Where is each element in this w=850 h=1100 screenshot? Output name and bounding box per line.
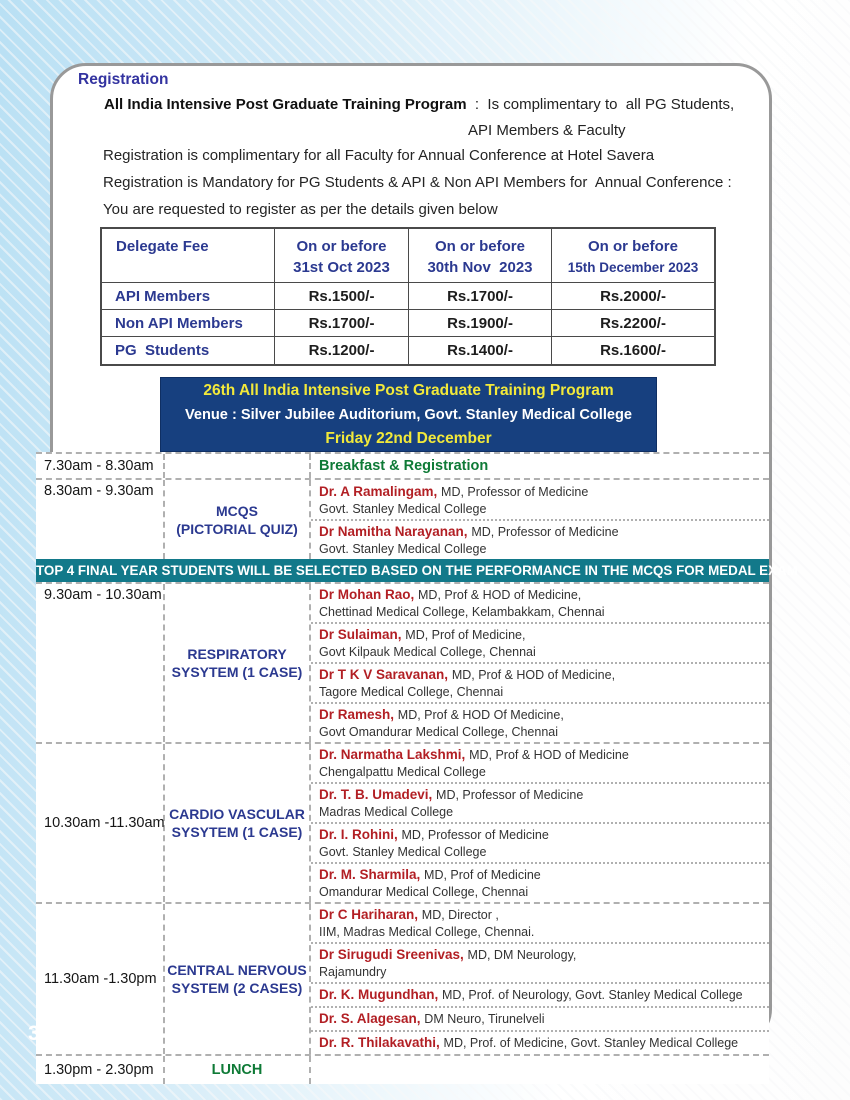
schedule-row	[36, 1054, 769, 1084]
session-cell	[165, 744, 311, 902]
speaker-entry	[311, 584, 769, 622]
fee-amount: Rs.2000/-	[552, 283, 714, 310]
speaker-affiliation: Govt Kilpauk Medical College, Chennai	[319, 645, 536, 659]
fee-row-label: API Members	[102, 283, 275, 310]
speaker-name: Dr. I. Rohini,	[319, 827, 402, 842]
fee-header-line1: On or before	[434, 238, 525, 255]
speaker-line	[319, 866, 765, 884]
program-note: : Is complimentary to all PG Students,	[466, 96, 735, 113]
page-number: 3	[28, 1022, 40, 1045]
fee-amount: Rs.1500/-	[275, 283, 409, 310]
speaker-name: Dr Mohan Rao,	[319, 587, 419, 602]
notice-banner: TOP 4 FINAL YEAR STUDENTS WILL BE SELECTED BASED ON THE PERFORMANCE IN THE MCQS FOR MEDAL EXAM	[36, 559, 769, 582]
fee-amount: Rs.1900/-	[409, 310, 552, 337]
session-label-line: SYSYTEM (1 CASE)	[171, 664, 303, 680]
fee-header-line1: On or before	[296, 238, 387, 255]
speaker-affiliation: IIM, Madras Medical College, Chennai.	[319, 925, 535, 939]
delegate-fee-table	[100, 227, 716, 366]
session-cell	[165, 454, 311, 478]
session-cell	[165, 584, 311, 742]
registration-text-2: Registration is Mandatory for PG Students & API & Non API Members for Annual Conference :	[103, 174, 732, 191]
speaker-line	[319, 906, 765, 924]
speaker-name: Dr. Narmatha Lakshmi,	[319, 747, 470, 762]
time-cell: 11.30am -1.30pm	[36, 904, 165, 1054]
fee-row-label: PG Students	[102, 337, 275, 364]
speaker-line	[319, 586, 765, 604]
speaker-title: MD, Prof. of Medicine, Govt. Stanley Medical College	[443, 1036, 739, 1050]
speaker-line	[319, 986, 765, 1004]
fee-header-line2: 31st Oct 2023	[293, 259, 390, 276]
speaker-entry	[311, 822, 769, 862]
session-label-line: SYSYTEM (1 CASE)	[171, 824, 303, 840]
fee-amount: Rs.1600/-	[600, 342, 666, 359]
session-label-line: (PICTORIAL QUIZ)	[176, 520, 298, 537]
speaker-entry	[311, 782, 769, 822]
speaker-entry	[311, 942, 769, 982]
speaker-entry	[311, 744, 769, 782]
speaker-name: Dr C Hariharan,	[319, 907, 422, 922]
speaker-entry	[311, 662, 769, 702]
speaker-affiliation: Govt. Stanley Medical College	[319, 542, 487, 556]
program-title: All India Intensive Post Graduate Training Program	[104, 96, 467, 113]
speaker-line	[319, 523, 765, 541]
speaker-line	[319, 826, 765, 844]
banner-title: 26th All India Intensive Post Graduate Training Program	[203, 381, 614, 399]
speaker-entry	[311, 1006, 769, 1030]
speaker-affiliation: Rajamundry	[319, 965, 387, 979]
session-label-line: MCQS	[216, 502, 258, 519]
speaker-affiliation: Chengalpattu Medical College	[319, 765, 486, 779]
schedule-row	[36, 902, 769, 1054]
fee-header-cell	[409, 229, 552, 283]
session-cell	[165, 480, 311, 559]
speaker-line	[319, 626, 765, 644]
registration-text-1: Registration is complimentary for all Faculty for Annual Conference at Hotel Savera	[103, 147, 655, 164]
fee-header-line1: On or before	[587, 238, 678, 255]
time-cell: 1.30pm - 2.30pm	[36, 1056, 165, 1084]
speaker-line	[319, 1034, 765, 1052]
fee-amount: Rs.1400/-	[409, 337, 552, 364]
program-line2: API Members & Faculty	[468, 122, 626, 139]
speaker-line	[319, 1010, 765, 1028]
speaker-title: MD, Prof of Medicine	[424, 868, 541, 882]
time-cell: 7.30am - 8.30am	[36, 454, 165, 478]
speaker-title: MD, Prof & HOD of Medicine,	[451, 668, 616, 682]
fee-header-cell	[552, 229, 714, 283]
speaker-title: MD, Prof. of Neurology, Govt. Stanley Medical College	[442, 988, 743, 1002]
speaker-entry	[311, 622, 769, 662]
speaker-title: MD, Prof & HOD Of Medicine,	[397, 708, 564, 722]
speaker-name: Dr Sulaiman,	[319, 627, 406, 642]
speaker-line	[319, 946, 765, 964]
fee-amount: Rs.1700/-	[275, 310, 409, 337]
session-label-line: CENTRAL NERVOUS	[167, 962, 307, 978]
schedule-row	[36, 582, 769, 742]
speaker-line	[319, 706, 765, 724]
speakers-cell	[311, 744, 769, 902]
program-banner	[160, 377, 657, 452]
speakers-cell	[311, 584, 769, 742]
speaker-entry	[311, 904, 769, 942]
speaker-title: DM Neuro, Tirunelveli	[424, 1012, 545, 1026]
fee-amount: Rs.2200/-	[552, 310, 714, 337]
time-cell: 10.30am -11.30am	[36, 744, 165, 902]
speaker-title: MD, Professor of Medicine	[441, 484, 589, 499]
speaker-affiliation: Omandurar Medical College, Chennai	[319, 885, 529, 899]
speaker-name: Dr. A Ramalingam,	[319, 483, 442, 499]
event-label: Breakfast & Registration	[319, 458, 489, 474]
speakers-cell	[311, 480, 769, 559]
session-cell	[165, 904, 311, 1054]
speaker-name: Dr Namitha Narayanan,	[319, 524, 472, 539]
time-cell: 9.30am - 10.30am	[36, 584, 165, 742]
fee-header-line2: 30th Nov 2023	[427, 259, 533, 276]
speaker-entry	[311, 1030, 769, 1054]
speaker-name: Dr. T. B. Umadevi,	[319, 787, 437, 802]
speaker-entry	[311, 480, 769, 519]
speakers-cell	[311, 1056, 769, 1084]
fee-amount: Rs.1200/-	[275, 337, 409, 364]
speaker-title: MD, Prof & HOD of Medicine,	[418, 588, 582, 602]
session-cell	[165, 1056, 311, 1084]
speaker-entry	[311, 702, 769, 742]
speaker-entry	[311, 982, 769, 1006]
schedule-row	[36, 452, 769, 478]
registration-text-3: You are requested to register as per the details given below	[103, 201, 498, 218]
fee-row-label: Non API Members	[102, 310, 275, 337]
speaker-line	[319, 786, 765, 804]
speaker-name: Dr Ramesh,	[319, 707, 398, 722]
speakers-cell	[311, 454, 769, 478]
fee-header-line1: Delegate Fee	[116, 238, 209, 255]
speaker-entry	[311, 862, 769, 902]
time-cell: 8.30am - 9.30am	[36, 480, 165, 559]
speaker-affiliation: Madras Medical College	[319, 805, 454, 819]
speaker-title: MD, Professor of Medicine	[401, 828, 549, 842]
speaker-line	[319, 483, 765, 501]
speaker-name: Dr T K V Saravanan,	[319, 667, 452, 682]
speaker-name: Dr Sirugudi Sreenivas,	[319, 947, 468, 962]
speaker-line	[319, 666, 765, 684]
speaker-name: Dr. M. Sharmila,	[319, 867, 425, 882]
fee-amount: Rs.1700/-	[409, 283, 552, 310]
speaker-name: Dr. R. Thilakavathi,	[319, 1035, 444, 1050]
fee-header-cell	[102, 229, 275, 283]
speaker-title: MD, Director ,	[421, 908, 499, 922]
session-label: LUNCH	[211, 1062, 263, 1078]
speaker-name: Dr. K. Mugundhan,	[319, 987, 442, 1002]
program-line	[104, 96, 734, 113]
session-label-line: RESPIRATORY	[187, 646, 287, 662]
banner-venue: Venue : Silver Jubilee Auditorium, Govt. Stanley Medical College	[184, 406, 633, 423]
speaker-affiliation: Govt. Stanley Medical College	[319, 845, 487, 859]
speaker-affiliation: Govt. Stanley Medical College	[319, 501, 487, 516]
speaker-affiliation: Tagore Medical College, Chennai	[319, 685, 504, 699]
speaker-title: MD, Prof & HOD of Medicine	[469, 748, 629, 762]
speaker-line	[319, 746, 765, 764]
speaker-affiliation: Govt Omandurar Medical College, Chennai	[319, 725, 559, 739]
speaker-affiliation: Chettinad Medical College, Kelambakkam, Chennai	[319, 605, 605, 619]
schedule-row	[36, 742, 769, 902]
registration-heading: Registration	[78, 71, 169, 88]
speaker-title: MD, Prof of Medicine,	[405, 628, 526, 642]
session-label-line: SYSTEM (2 CASES)	[171, 980, 303, 996]
fee-header-cell	[275, 229, 409, 283]
schedule-row	[36, 478, 769, 559]
session-label-line: CARDIO VASCULAR	[169, 806, 305, 822]
speaker-title: MD, Professor of Medicine	[436, 788, 584, 802]
banner-date: Friday 22nd December	[325, 429, 492, 447]
speaker-name: Dr. S. Alagesan,	[319, 1011, 425, 1026]
speaker-entry	[311, 519, 769, 559]
speakers-cell	[311, 904, 769, 1054]
fee-header-line2: 15th December 2023	[567, 260, 699, 275]
schedule-table	[36, 452, 798, 1084]
speaker-title: MD, Professor of Medicine	[471, 525, 619, 539]
speaker-title: MD, DM Neurology,	[467, 948, 577, 962]
